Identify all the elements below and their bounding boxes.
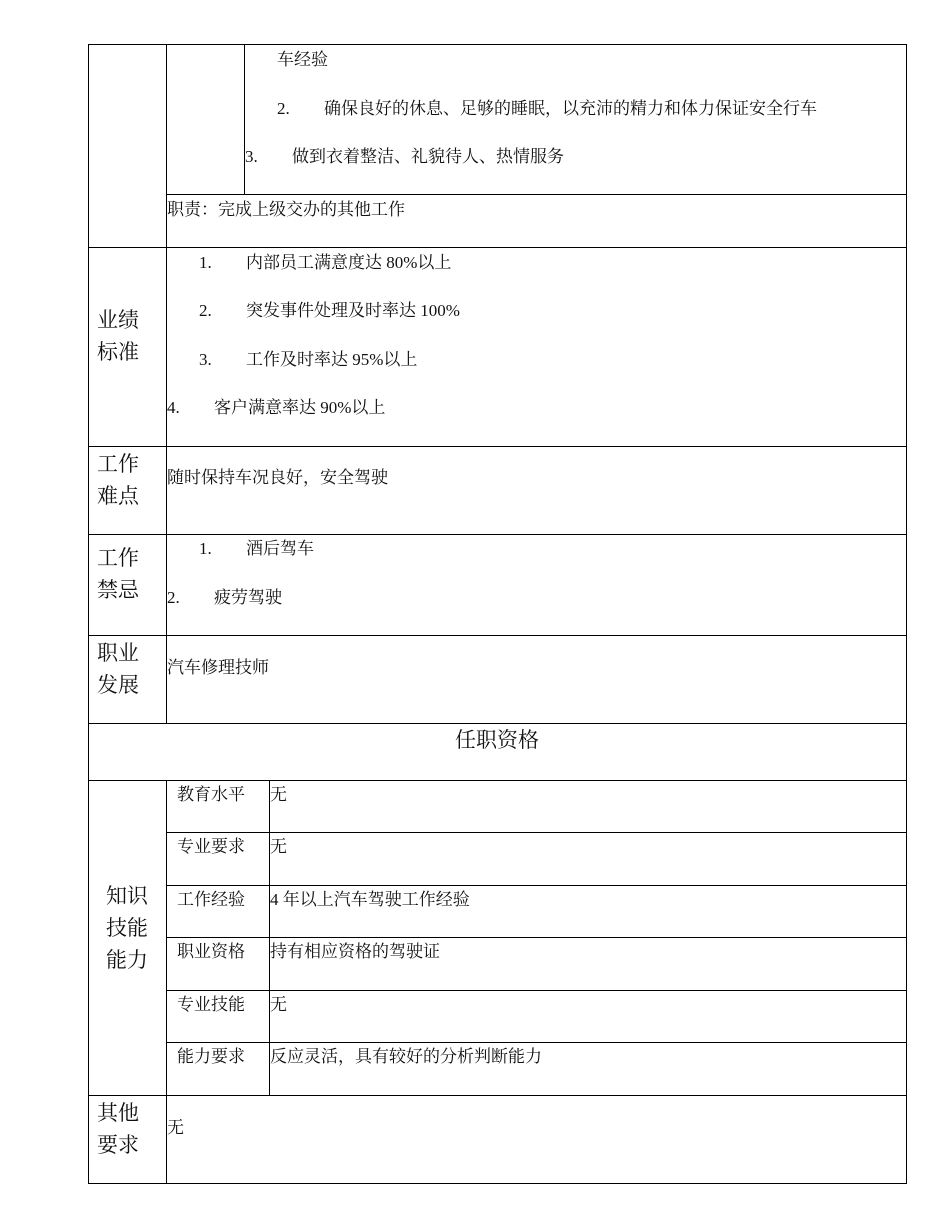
qual-value: 无 (270, 785, 287, 804)
label-column-divider (166, 44, 167, 724)
duty-continuation-text: 车经验 (277, 50, 328, 69)
difficulty-text: 随时保持车况良好，安全驾驶 (167, 468, 388, 487)
difficulty-label: 工作 难点 (97, 452, 139, 508)
duty-item-2-text: 确保良好的休息、足够的睡眠，以充沛的精力和体力保证安全行车 (324, 99, 817, 118)
performance-label: 业绩 标准 (97, 308, 139, 364)
qual-key: 专业技能 (177, 995, 245, 1014)
other-text: 无 (167, 1118, 184, 1137)
taboo-item-2: 2. 疲劳驾驶 (167, 588, 282, 607)
other-label: 其他 要求 (97, 1101, 139, 1157)
row-divider-taboo (88, 534, 907, 535)
duty-other: 职责：完成上级交办的其他工作 (167, 200, 405, 219)
duty-item-3 (245, 146, 564, 168)
taboo-label: 工作 禁忌 (97, 546, 139, 602)
duty-item-3-number: 3. (245, 147, 258, 166)
qual-key: 职业资格 (177, 942, 245, 961)
duty-subcolumn-divider (244, 44, 245, 195)
row-divider-qual-body (88, 780, 907, 781)
duty-item-2 (277, 98, 817, 120)
qual-value: 持有相应资格的驾驶证 (270, 942, 440, 961)
qual-key: 教育水平 (177, 785, 245, 804)
qual-value: 无 (270, 995, 287, 1014)
qual-value: 4 年以上汽车驾驶工作经验 (270, 890, 470, 909)
row-divider-duty (166, 194, 907, 195)
qual-value: 反应灵活，具有较好的分析判断能力 (270, 1047, 542, 1066)
row-divider-other (88, 1095, 907, 1096)
taboo-item-1: 1. 酒后驾车 (199, 539, 314, 558)
qual-row-divider (166, 832, 907, 833)
qualifications-group-label: 知识 技能 能力 (106, 884, 148, 972)
performance-item-2: 2. 突发事件处理及时率达 100% (199, 301, 460, 320)
qual-row-divider (166, 937, 907, 938)
qual-value: 无 (270, 837, 287, 856)
performance-item-3: 3. 工作及时率达 95%以上 (199, 350, 418, 369)
career-text: 汽车修理技师 (167, 658, 269, 677)
duty-item-2-number: 2. (277, 99, 290, 118)
row-divider-career (88, 635, 907, 636)
duty-item-3-text: 做到衣着整洁、礼貌待人、热情服务 (292, 147, 564, 166)
qual-key: 能力要求 (177, 1047, 245, 1066)
performance-item-4: 4. 客户满意率达 90%以上 (167, 398, 386, 417)
qual-row-divider (166, 1042, 907, 1043)
qualifications-title: 任职资格 (455, 728, 539, 752)
qual-row-divider (166, 990, 907, 991)
performance-item-1: 1. 内部员工满意度达 80%以上 (199, 253, 452, 272)
qual-key: 工作经验 (177, 890, 245, 909)
qual-key: 专业要求 (177, 837, 245, 856)
row-divider-performance (88, 247, 907, 248)
qual-row-divider (166, 885, 907, 886)
career-label: 职业 发展 (97, 641, 139, 697)
row-divider-difficulty (88, 446, 907, 447)
